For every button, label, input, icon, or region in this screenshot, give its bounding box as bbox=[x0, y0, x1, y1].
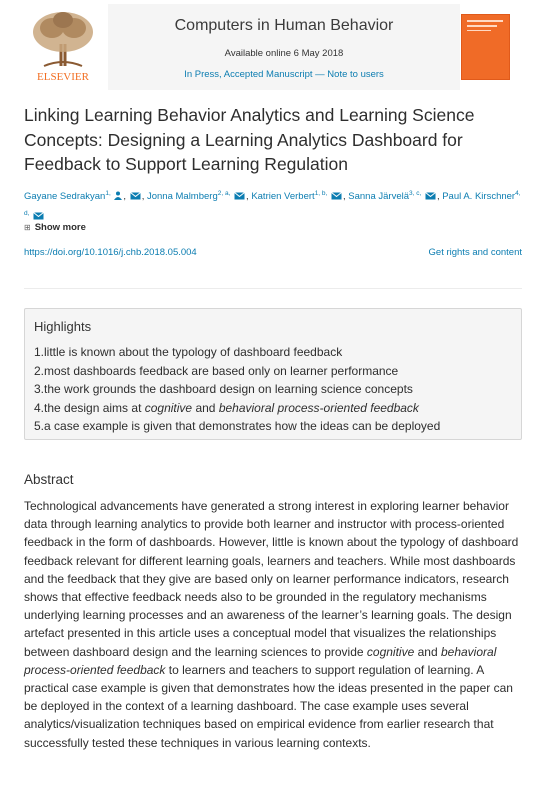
author-link[interactable]: Jonna Malmberg bbox=[146, 191, 218, 203]
author-affiliation: 4, d, bbox=[24, 190, 521, 218]
highlights-list bbox=[34, 343, 440, 436]
abstract-heading: Abstract bbox=[24, 472, 74, 487]
highlight-text: and bbox=[192, 400, 219, 415]
abstract-text bbox=[24, 497, 524, 752]
abstract-segment: and bbox=[414, 644, 441, 659]
author-link[interactable]: Paul A. Kirschner bbox=[442, 191, 516, 203]
available-online-date: Available online 6 May 2018 bbox=[224, 48, 344, 59]
highlights-heading: Highlights bbox=[34, 319, 92, 334]
author-affiliation: 1, b, bbox=[314, 190, 328, 197]
highlight-emphasis: cognitive bbox=[144, 400, 193, 415]
mail-icon[interactable] bbox=[33, 212, 44, 220]
author-affiliation: 2, a, bbox=[217, 190, 231, 197]
cover-title-mark bbox=[467, 20, 503, 22]
highlight-text: 2.most dashboards feedback are based only on learner performance bbox=[34, 363, 399, 378]
author-link[interactable]: Katrien Verbert bbox=[251, 191, 315, 203]
highlight-text: 1.little is known about the typology of dashboard feedback bbox=[34, 345, 343, 359]
journal-header bbox=[24, 4, 524, 90]
author-link[interactable]: Gayane Sedrakyan bbox=[24, 191, 106, 203]
doi-link[interactable]: https://doi.org/10.1016/j.chb.2018.05.004 bbox=[24, 247, 197, 258]
press-status-line bbox=[108, 69, 460, 80]
mail-icon[interactable] bbox=[130, 192, 141, 200]
show-more-button[interactable] bbox=[24, 222, 86, 233]
plus-icon: ⊞ bbox=[24, 223, 31, 232]
list-item bbox=[34, 399, 440, 418]
press-status-link[interactable]: In Press, Accepted Manuscript bbox=[184, 69, 313, 80]
mail-icon[interactable] bbox=[425, 192, 436, 200]
press-separator: — bbox=[315, 69, 325, 80]
author-list: Gayane Sedrakyan$^{1,}$ , , Jonna Malmberg$^{2, a,}$ , Katrien Verbert$^{1, b,}$ , Sanna Järvelä$^{3, c,}$ , Paul A. Kirschner$^{4, d,}$ bbox=[24, 185, 524, 225]
abstract-emphasis: behavioral process-oriented feedback bbox=[24, 644, 497, 677]
author-affiliation: 3, c, bbox=[409, 190, 422, 197]
highlight-emphasis: behavioral process-oriented feedback bbox=[218, 400, 419, 415]
highlight-text: 3.the work grounds the dashboard design on learning science concepts bbox=[34, 382, 413, 397]
elsevier-logo[interactable] bbox=[24, 6, 102, 86]
person-icon[interactable] bbox=[114, 191, 122, 200]
abstract-emphasis: cognitive bbox=[366, 644, 415, 659]
abstract-segment: to learners and teachers to support regulation of learning. A practical case example is given that demonstrates how the ideas presented in the paper can be deployed in the context of a learning dashboard. The case example uses several analytics/visualization techniques based on empirical evidence from earlier research that successfully tested these techniques in various learning contexts. bbox=[24, 662, 513, 750]
list-item bbox=[34, 362, 440, 381]
list-item bbox=[34, 417, 440, 436]
journal-title-link[interactable]: Computers in Human Behavior bbox=[174, 17, 394, 34]
cover-title-mark bbox=[467, 25, 497, 27]
journal-cover-thumbnail[interactable] bbox=[461, 14, 510, 80]
author-affiliation: 1, bbox=[105, 190, 111, 197]
highlight-text: 4.the design aims at bbox=[34, 400, 145, 415]
author-link[interactable]: Sanna Järvelä bbox=[348, 191, 409, 203]
note-to-users-link[interactable]: Note to users bbox=[327, 69, 384, 80]
mail-icon[interactable] bbox=[234, 192, 245, 200]
journal-info-panel bbox=[108, 4, 460, 90]
abstract-segment: Technological advancements have generated a strong interest in exploring learner behavior data through learning analytics to provide both learner and instructor with process-oriented feedback in the form of dashboards. However, little is known about the typology of dashboard feedback relevant for different learning goals, learners and teachers. While most dashboards and the feedback that they give are based only on learner performance indicators, research shows that effective feedback needs also to be grounded in the regulatory mechanisms underlying learning processes and an awareness of the learner’s learning goals. The design artefact presented in this article uses a conceptual model that visualizes the relationships between dashboard design and the learning sciences to provide bbox=[24, 499, 519, 659]
get-rights-link[interactable]: Get rights and content bbox=[428, 247, 522, 258]
elsevier-wordmark: ELSEVIER bbox=[37, 71, 89, 83]
list-item bbox=[34, 380, 440, 399]
show-more-label: Show more bbox=[34, 222, 86, 233]
cover-title-mark bbox=[467, 30, 491, 31]
mail-icon[interactable] bbox=[331, 192, 342, 200]
highlight-text: 5.a case example is given that demonstrates how the ideas can be deployed bbox=[34, 419, 441, 434]
section-divider bbox=[24, 288, 522, 289]
list-item bbox=[34, 343, 440, 362]
article-title: Linking Learning Behavior Analytics and Learning Science Concepts: Designing a Learning Analytics Dashboard for Feedback to Support Learning Regulation bbox=[24, 105, 475, 174]
highlights-panel bbox=[24, 308, 522, 440]
